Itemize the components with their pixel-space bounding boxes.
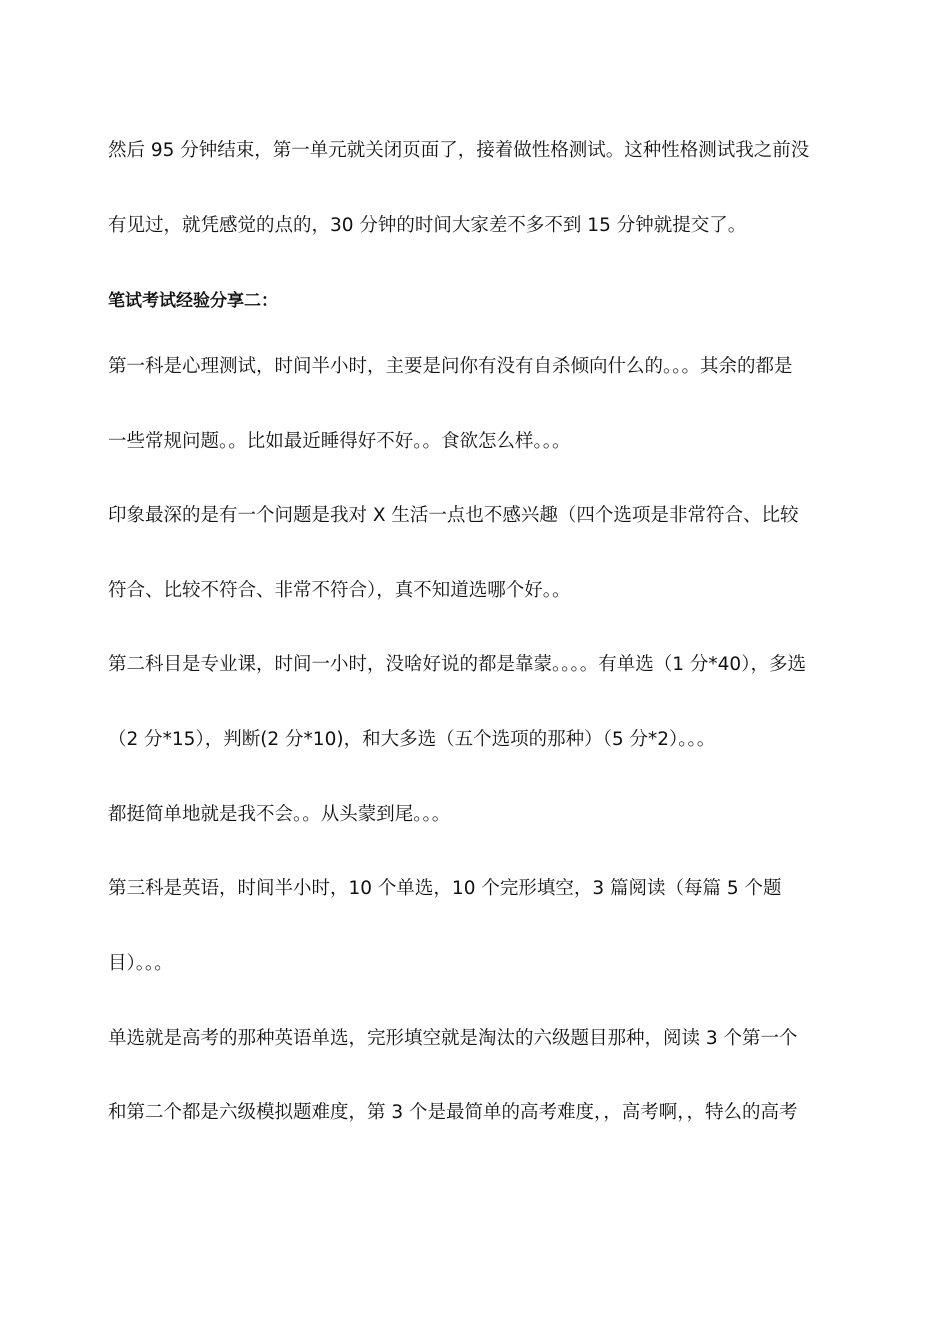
paragraph-line: 单选就是高考的那种英语单选，完形填空就是淘汰的六级题目那种，阅读 3 个第一个 bbox=[108, 1028, 798, 1049]
paragraph-line: 印象最深的是有一个问题是我对 X 生活一点也不感兴趣（四个选项是非常符合、比较 bbox=[108, 505, 799, 526]
section-heading: 笔试考试经验分享二： bbox=[108, 291, 278, 311]
paragraph-line: 和第二个都是六级模拟题难度，第 3 个是最简单的高考难度，，高考啊，，特么的高考 bbox=[108, 1102, 798, 1123]
paragraph-line: 然后 95 分钟结束，第一单元就关闭页面了，接着做性格测试。这种性格测试我之前没 bbox=[108, 140, 810, 161]
paragraph-line: （2 分*15），判断(2 分*10)，和大多选（五个选项的那种）（5 分*2）。。。 bbox=[108, 729, 716, 750]
paragraph-line: 都挺简单地就是我不会。。从头蒙到尾。。。 bbox=[108, 804, 451, 825]
paragraph-line: 第三科是英语，时间半小时，10 个单选，10 个完形填空，3 篇阅读（每篇 5 个题 bbox=[108, 878, 782, 899]
paragraph-line: 有见过，就凭感觉的点的，30 分钟的时间大家差不多不到 15 分钟就提交了。 bbox=[108, 215, 747, 236]
paragraph-line: 符合、比较不符合、非常不符合），真不知道选哪个好。。 bbox=[108, 580, 571, 601]
paragraph-line: 第二科目是专业课，时间一小时，没啥好说的都是靠蒙。。。。有单选（1 分*40），多选 bbox=[108, 654, 806, 675]
paragraph-line: 目）。。。 bbox=[108, 953, 173, 974]
paragraph-line: 一些常规问题。。比如最近睡得好不好。。食欲怎么样。。。 bbox=[108, 431, 571, 452]
paragraph-line: 第一科是心理测试，时间半小时，主要是问你有没有自杀倾向什么的。。。其余的都是 bbox=[108, 356, 793, 377]
